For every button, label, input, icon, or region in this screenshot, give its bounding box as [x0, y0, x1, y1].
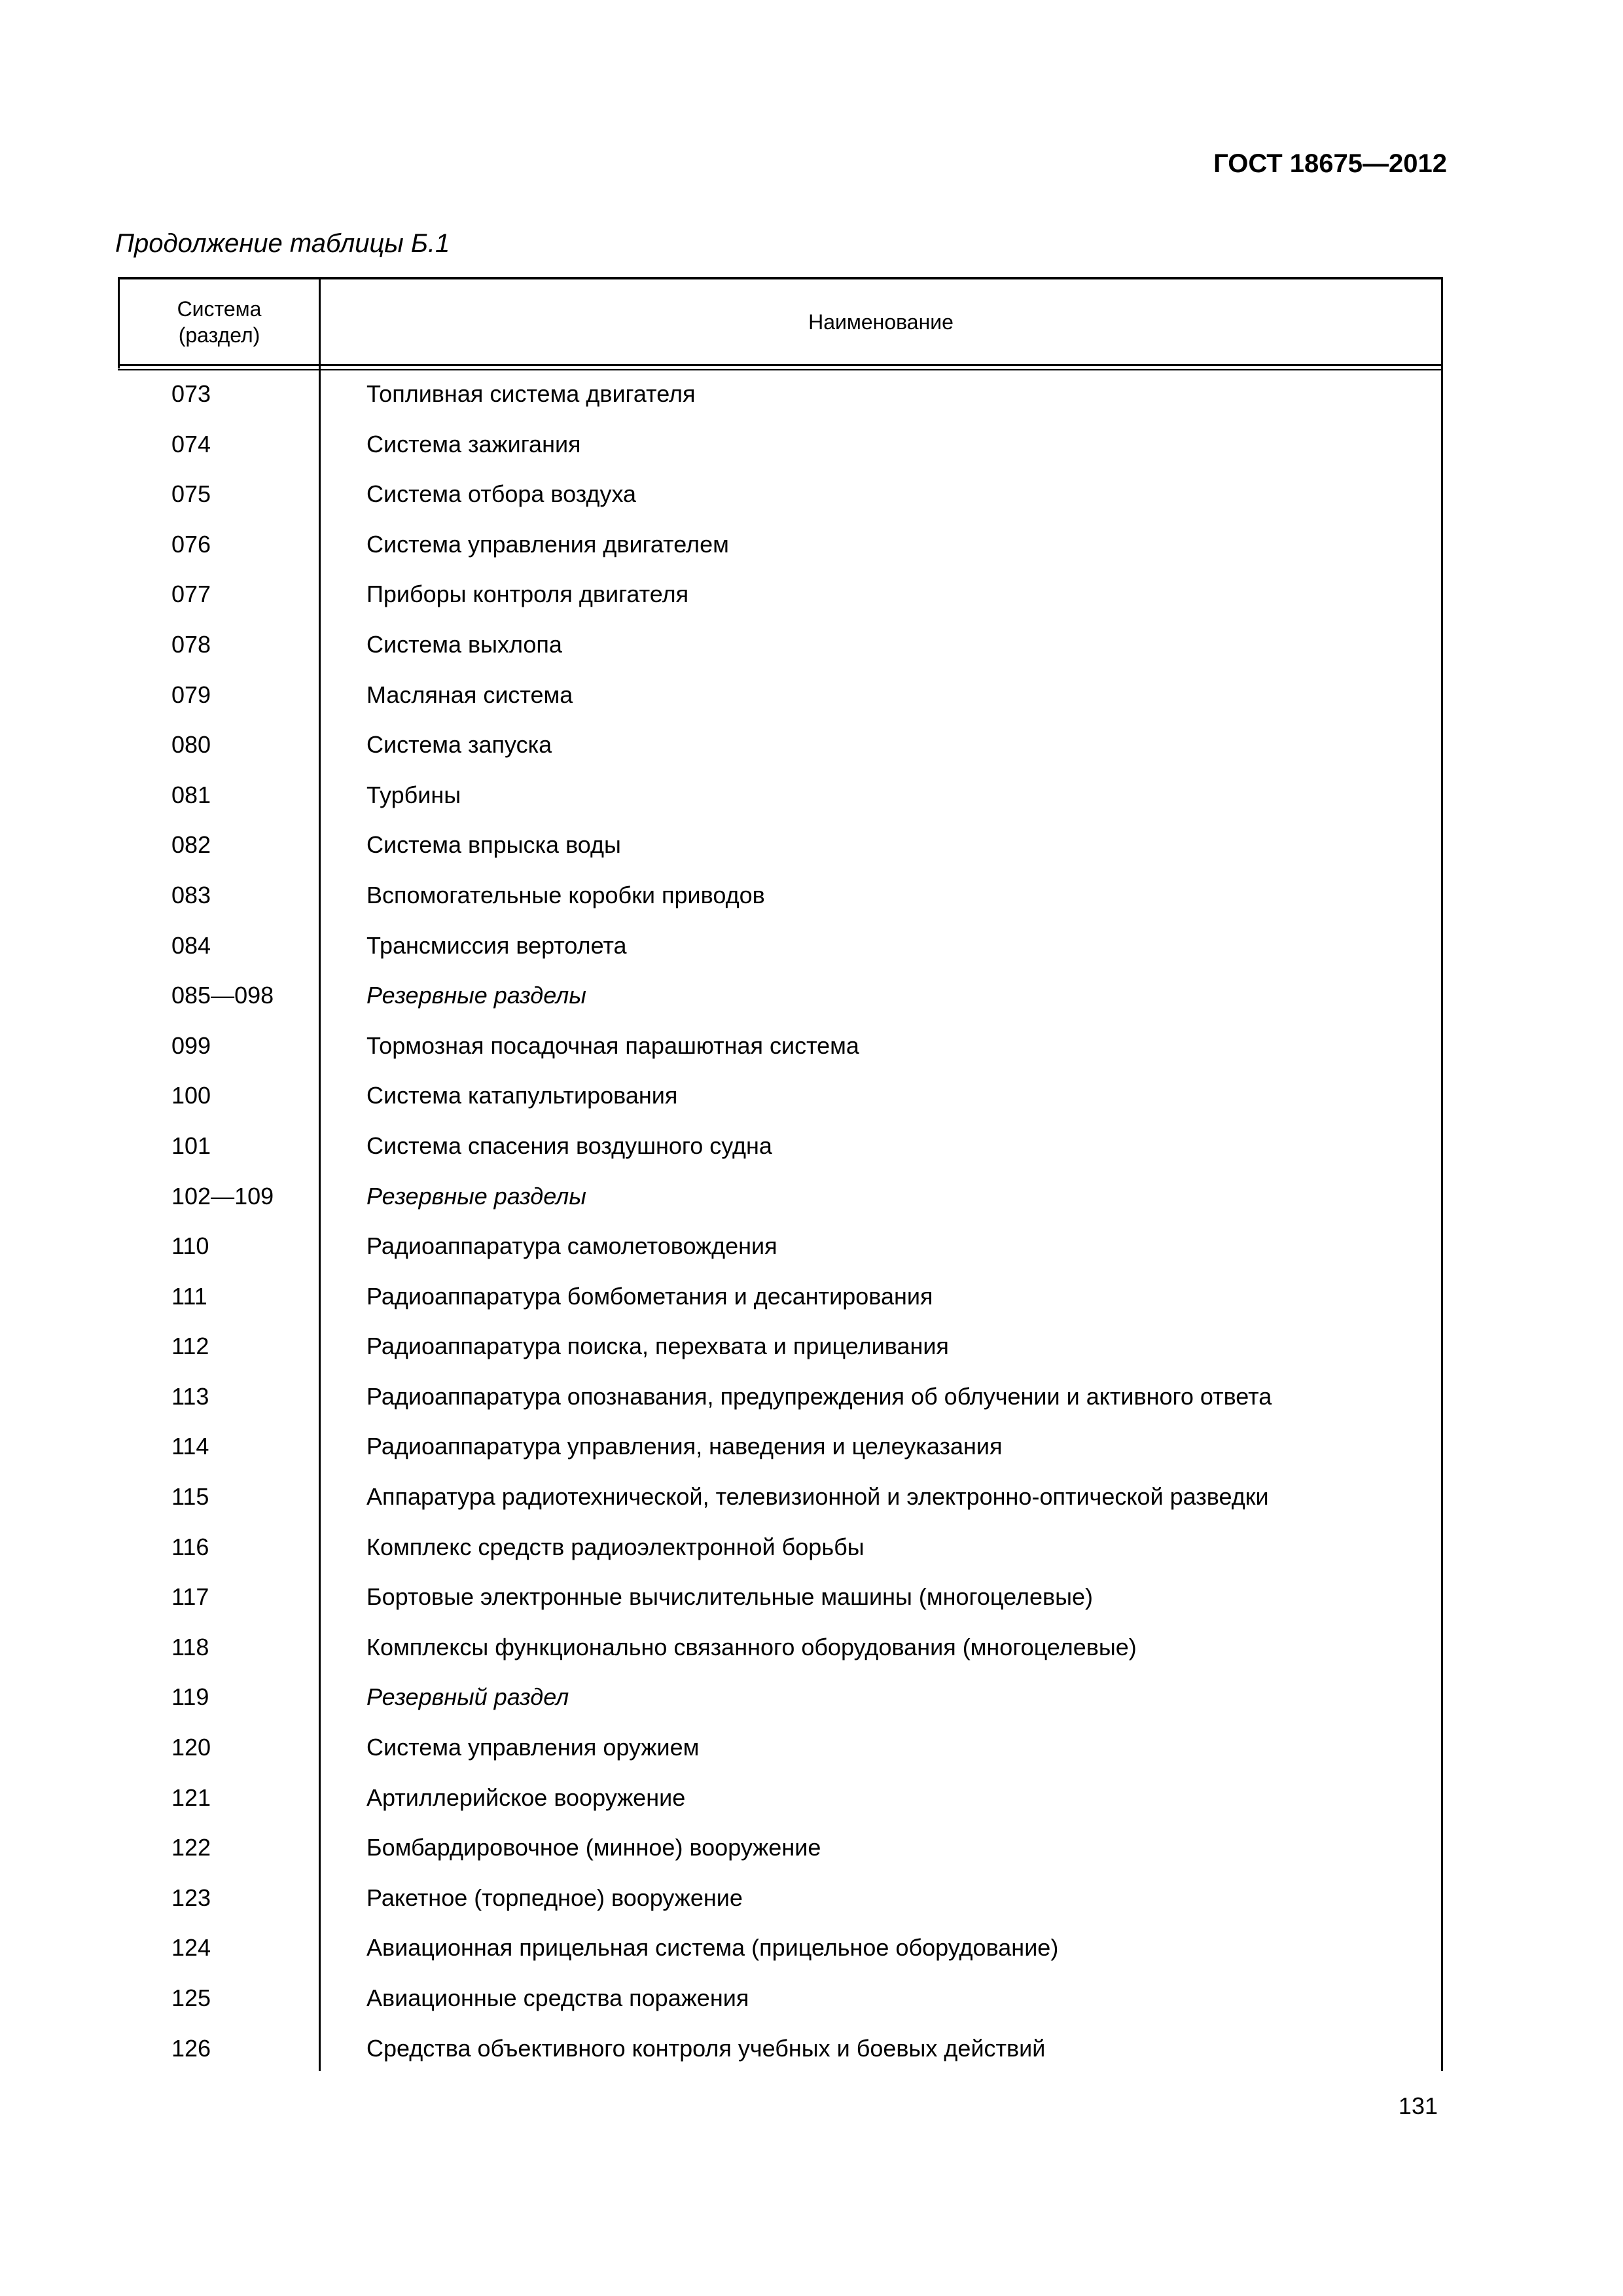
- system-name-cell: Система катапультирования: [366, 1082, 678, 1109]
- system-name-cell: Резервные разделы: [366, 1182, 586, 1210]
- system-code-cell: 077: [171, 581, 211, 608]
- table-row: [118, 1583, 1443, 1633]
- system-name-cell: Система впрыска воды: [366, 831, 621, 859]
- system-name-cell: Резервные разделы: [366, 982, 586, 1009]
- system-name-cell: Тормозная посадочная парашютная система: [366, 1031, 859, 1059]
- table-row: [118, 1633, 1443, 1683]
- table-header-rule-double: [118, 369, 1443, 370]
- system-code-cell: 126: [171, 2034, 211, 2062]
- system-code-cell: 119: [171, 1683, 209, 1711]
- table-row: [118, 931, 1443, 982]
- column-header-system-label: Система (раздел): [177, 296, 262, 347]
- system-code-cell: 079: [171, 681, 211, 708]
- system-name-cell: Авиационные средства поражения: [366, 1984, 749, 2011]
- table-row: [118, 881, 1443, 931]
- table-row: [118, 1683, 1443, 1733]
- table-row: [118, 1132, 1443, 1182]
- system-code-cell: 099: [171, 1031, 211, 1059]
- column-header-system: [120, 279, 319, 364]
- system-name-cell: Радиоаппаратура управления, наведения и целеуказания: [366, 1433, 1003, 1460]
- system-name-cell: Масляная система: [366, 681, 573, 708]
- system-name-cell: Авиационная прицельная система (прицельное оборудование): [366, 1934, 1059, 1962]
- system-code-cell: 121: [171, 1784, 211, 1811]
- system-code-cell: 114: [171, 1433, 209, 1460]
- system-name-cell: Трансмиссия вертолета: [366, 931, 627, 959]
- table-row: [118, 1182, 1443, 1232]
- table-row: [118, 1232, 1443, 1282]
- system-name-cell: Турбины: [366, 781, 461, 808]
- system-code-cell: 081: [171, 781, 211, 808]
- system-code-cell: 120: [171, 1734, 211, 1761]
- table-row: [118, 1482, 1443, 1533]
- table-row: [118, 981, 1443, 1031]
- system-name-cell: Вспомогательные коробки приводов: [366, 881, 765, 908]
- table-row: [118, 580, 1443, 630]
- system-code-cell: 100: [171, 1082, 211, 1109]
- system-code-cell: 084: [171, 931, 211, 959]
- system-code-cell: 075: [171, 480, 211, 508]
- system-name-cell: Система зажигания: [366, 430, 581, 457]
- table-row: [118, 430, 1443, 480]
- system-name-cell: Бортовые электронные вычислительные машины (многоцелевые): [366, 1583, 1093, 1611]
- system-name-cell: Система управления двигателем: [366, 530, 729, 558]
- document-standard-code: ГОСТ 18675—2012: [1213, 149, 1447, 178]
- table-row: [118, 530, 1443, 581]
- system-code-cell: 083: [171, 881, 211, 908]
- system-name-cell: Артиллерийское вооружение: [366, 1784, 686, 1811]
- system-code-cell: 074: [171, 430, 211, 457]
- system-code-cell: 073: [171, 380, 211, 407]
- table-row: [118, 781, 1443, 831]
- system-name-cell: Бомбардировочное (минное) вооружение: [366, 1834, 821, 1861]
- system-name-cell: Система запуска: [366, 731, 552, 759]
- system-code-cell: 078: [171, 630, 211, 658]
- column-header-name-label: Наименование: [808, 310, 954, 334]
- table-row: [118, 480, 1443, 530]
- table-row: [118, 2034, 1443, 2085]
- system-name-cell: Топливная система двигателя: [366, 380, 696, 407]
- page-number: 131: [1398, 2092, 1438, 2119]
- system-name-cell: Комплексы функционально связанного оборудования (многоцелевые): [366, 1633, 1137, 1660]
- system-code-cell: 085—098: [171, 982, 274, 1009]
- column-header-name: [321, 279, 1441, 364]
- table-row: [118, 1784, 1443, 1834]
- system-code-cell: 101: [171, 1132, 211, 1159]
- system-name-cell: Радиоаппаратура опознавания, предупреждения об облучении и активного ответа: [366, 1382, 1272, 1410]
- system-code-cell: 110: [171, 1232, 209, 1260]
- table-row: [118, 1081, 1443, 1132]
- system-code-cell: 102—109: [171, 1182, 274, 1210]
- table-row: [118, 1884, 1443, 1934]
- table-row: [118, 1984, 1443, 2034]
- system-name-cell: Система спасения воздушного судна: [366, 1132, 772, 1159]
- system-code-cell: 080: [171, 731, 211, 759]
- table-row: [118, 1533, 1443, 1583]
- system-name-cell: Система управления оружием: [366, 1734, 700, 1761]
- system-code-cell: 112: [171, 1333, 209, 1360]
- table-row: [118, 1382, 1443, 1433]
- systems-table: [118, 277, 1443, 2071]
- system-name-cell: Средства объективного контроля учебных и боевых действий: [366, 2034, 1046, 2062]
- system-name-cell: Радиоаппаратура поиска, перехвата и прицеливания: [366, 1333, 949, 1360]
- system-code-cell: 116: [171, 1533, 209, 1560]
- table-row: [118, 1933, 1443, 1984]
- system-name-cell: Радиоаппаратура самолетовождения: [366, 1232, 777, 1260]
- system-code-cell: 118: [171, 1633, 209, 1660]
- system-name-cell: Система выхлопа: [366, 630, 562, 658]
- system-name-cell: Система отбора воздуха: [366, 480, 637, 508]
- system-name-cell: Радиоаппаратура бомбометания и десантирования: [366, 1282, 933, 1310]
- system-code-cell: 125: [171, 1984, 211, 2011]
- system-code-cell: 113: [171, 1382, 209, 1410]
- table-row: [118, 380, 1443, 430]
- system-name-cell: Резервный раздел: [366, 1683, 569, 1711]
- table-row: [118, 630, 1443, 681]
- table-row: [118, 1432, 1443, 1482]
- system-code-cell: 123: [171, 1884, 211, 1911]
- system-name-cell: Приборы контроля двигателя: [366, 581, 689, 608]
- table-caption: Продолжение таблицы Б.1: [115, 229, 450, 258]
- system-code-cell: 082: [171, 831, 211, 859]
- table-row: [118, 831, 1443, 881]
- system-code-cell: 117: [171, 1583, 209, 1611]
- system-name-cell: Комплекс средств радиоэлектронной борьбы: [366, 1533, 865, 1560]
- table-row: [118, 1031, 1443, 1082]
- system-name-cell: Ракетное (торпедное) вооружение: [366, 1884, 743, 1911]
- table-row: [118, 1282, 1443, 1333]
- table-row: [118, 1733, 1443, 1784]
- table-row: [118, 1833, 1443, 1884]
- system-code-cell: 111: [171, 1282, 207, 1310]
- system-code-cell: 122: [171, 1834, 211, 1861]
- table-header-rule: [118, 364, 1443, 366]
- system-code-cell: 124: [171, 1934, 211, 1962]
- table-row: [118, 1332, 1443, 1382]
- system-name-cell: Аппаратура радиотехнической, телевизионной и электронно-оптической разведки: [366, 1483, 1269, 1511]
- system-code-cell: 076: [171, 530, 211, 558]
- table-row: [118, 730, 1443, 781]
- table-row: [118, 681, 1443, 731]
- system-code-cell: 115: [171, 1483, 209, 1511]
- table-body: [118, 380, 1443, 2084]
